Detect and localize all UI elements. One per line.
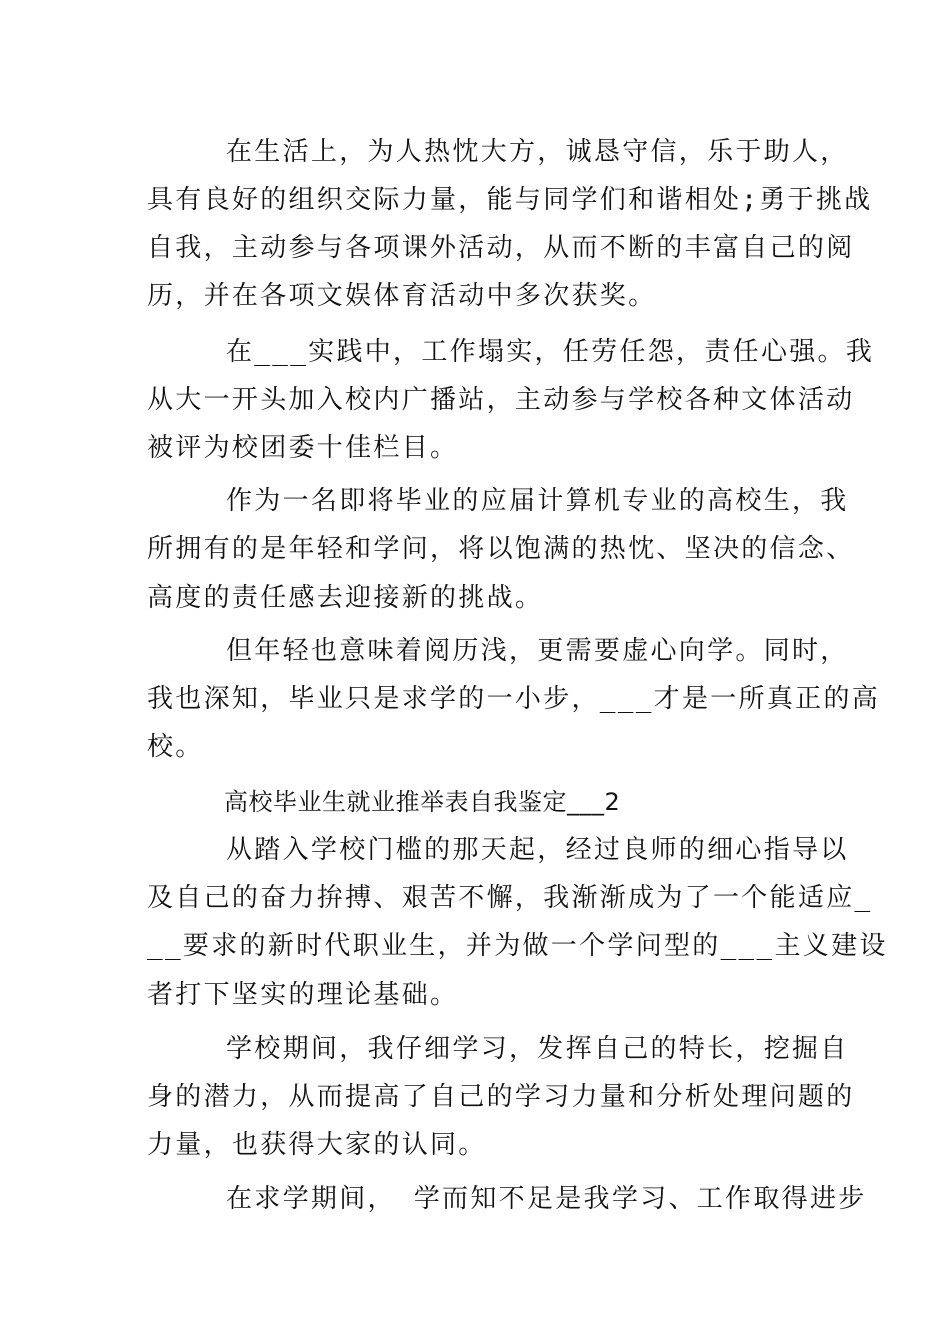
- text-line: 从大一开头加入校内广播站，主动参与学校各种文体活动: [147, 385, 855, 415]
- text-line: __要求的新时代职业生，并为做一个学问型的___主义建设: [147, 931, 888, 961]
- text-line: 从踏入学校门槛的那天起，经过良师的细心指导以: [226, 835, 849, 865]
- text-line: 及自己的奋力拚搏、艰苦不懈，我渐渐成为了一个能适应_: [147, 883, 873, 913]
- text-line: 自我，主动参与各项课外活动，从而不断的丰富自己的阅: [147, 233, 855, 263]
- text-line: 具有良好的组织交际力量，能与同学们和谐相处;勇于挑战: [147, 185, 873, 215]
- text-line: 者打下坚实的理论基础。: [147, 980, 459, 1010]
- text-line: 历，并在各项文娱体育活动中多次获奖。: [147, 281, 657, 311]
- text-line: 力量，也获得大家的认同。: [147, 1130, 487, 1160]
- text-line: 所拥有的是年轻和学问，将以饱满的热忱、坚决的信念、: [147, 534, 855, 564]
- text-line: 在___实践中，工作塌实，任劳任怨，责任心强。我: [226, 337, 875, 367]
- text-line: 在求学期间， 学而知不足是我学习、工作取得进步: [226, 1184, 867, 1214]
- text-line: 作为一名即将毕业的应届计算机专业的高校生，我: [226, 486, 849, 516]
- section-heading: 高校毕业生就业推举表自我鉴定___2: [224, 788, 621, 816]
- text-line: 我也深知，毕业只是求学的一小步，___才是一所真正的高: [147, 684, 881, 714]
- text-line: 被评为校团委十佳栏目。: [147, 433, 459, 463]
- text-line: 但年轻也意味着阅历浅，更需要虚心向学。同时，: [226, 636, 849, 666]
- text-line: 在生活上，为人热忱大方，诚恳守信，乐于助人，: [226, 137, 849, 167]
- text-line: 身的潜力，从而提高了自己的学习力量和分析处理问题的: [147, 1082, 855, 1112]
- text-line: 学校期间，我仔细学习，发挥自己的特长，挖掘自: [226, 1034, 849, 1064]
- text-line: 校。: [147, 732, 204, 762]
- text-line: 高度的责任感去迎接新的挑战。: [147, 583, 544, 613]
